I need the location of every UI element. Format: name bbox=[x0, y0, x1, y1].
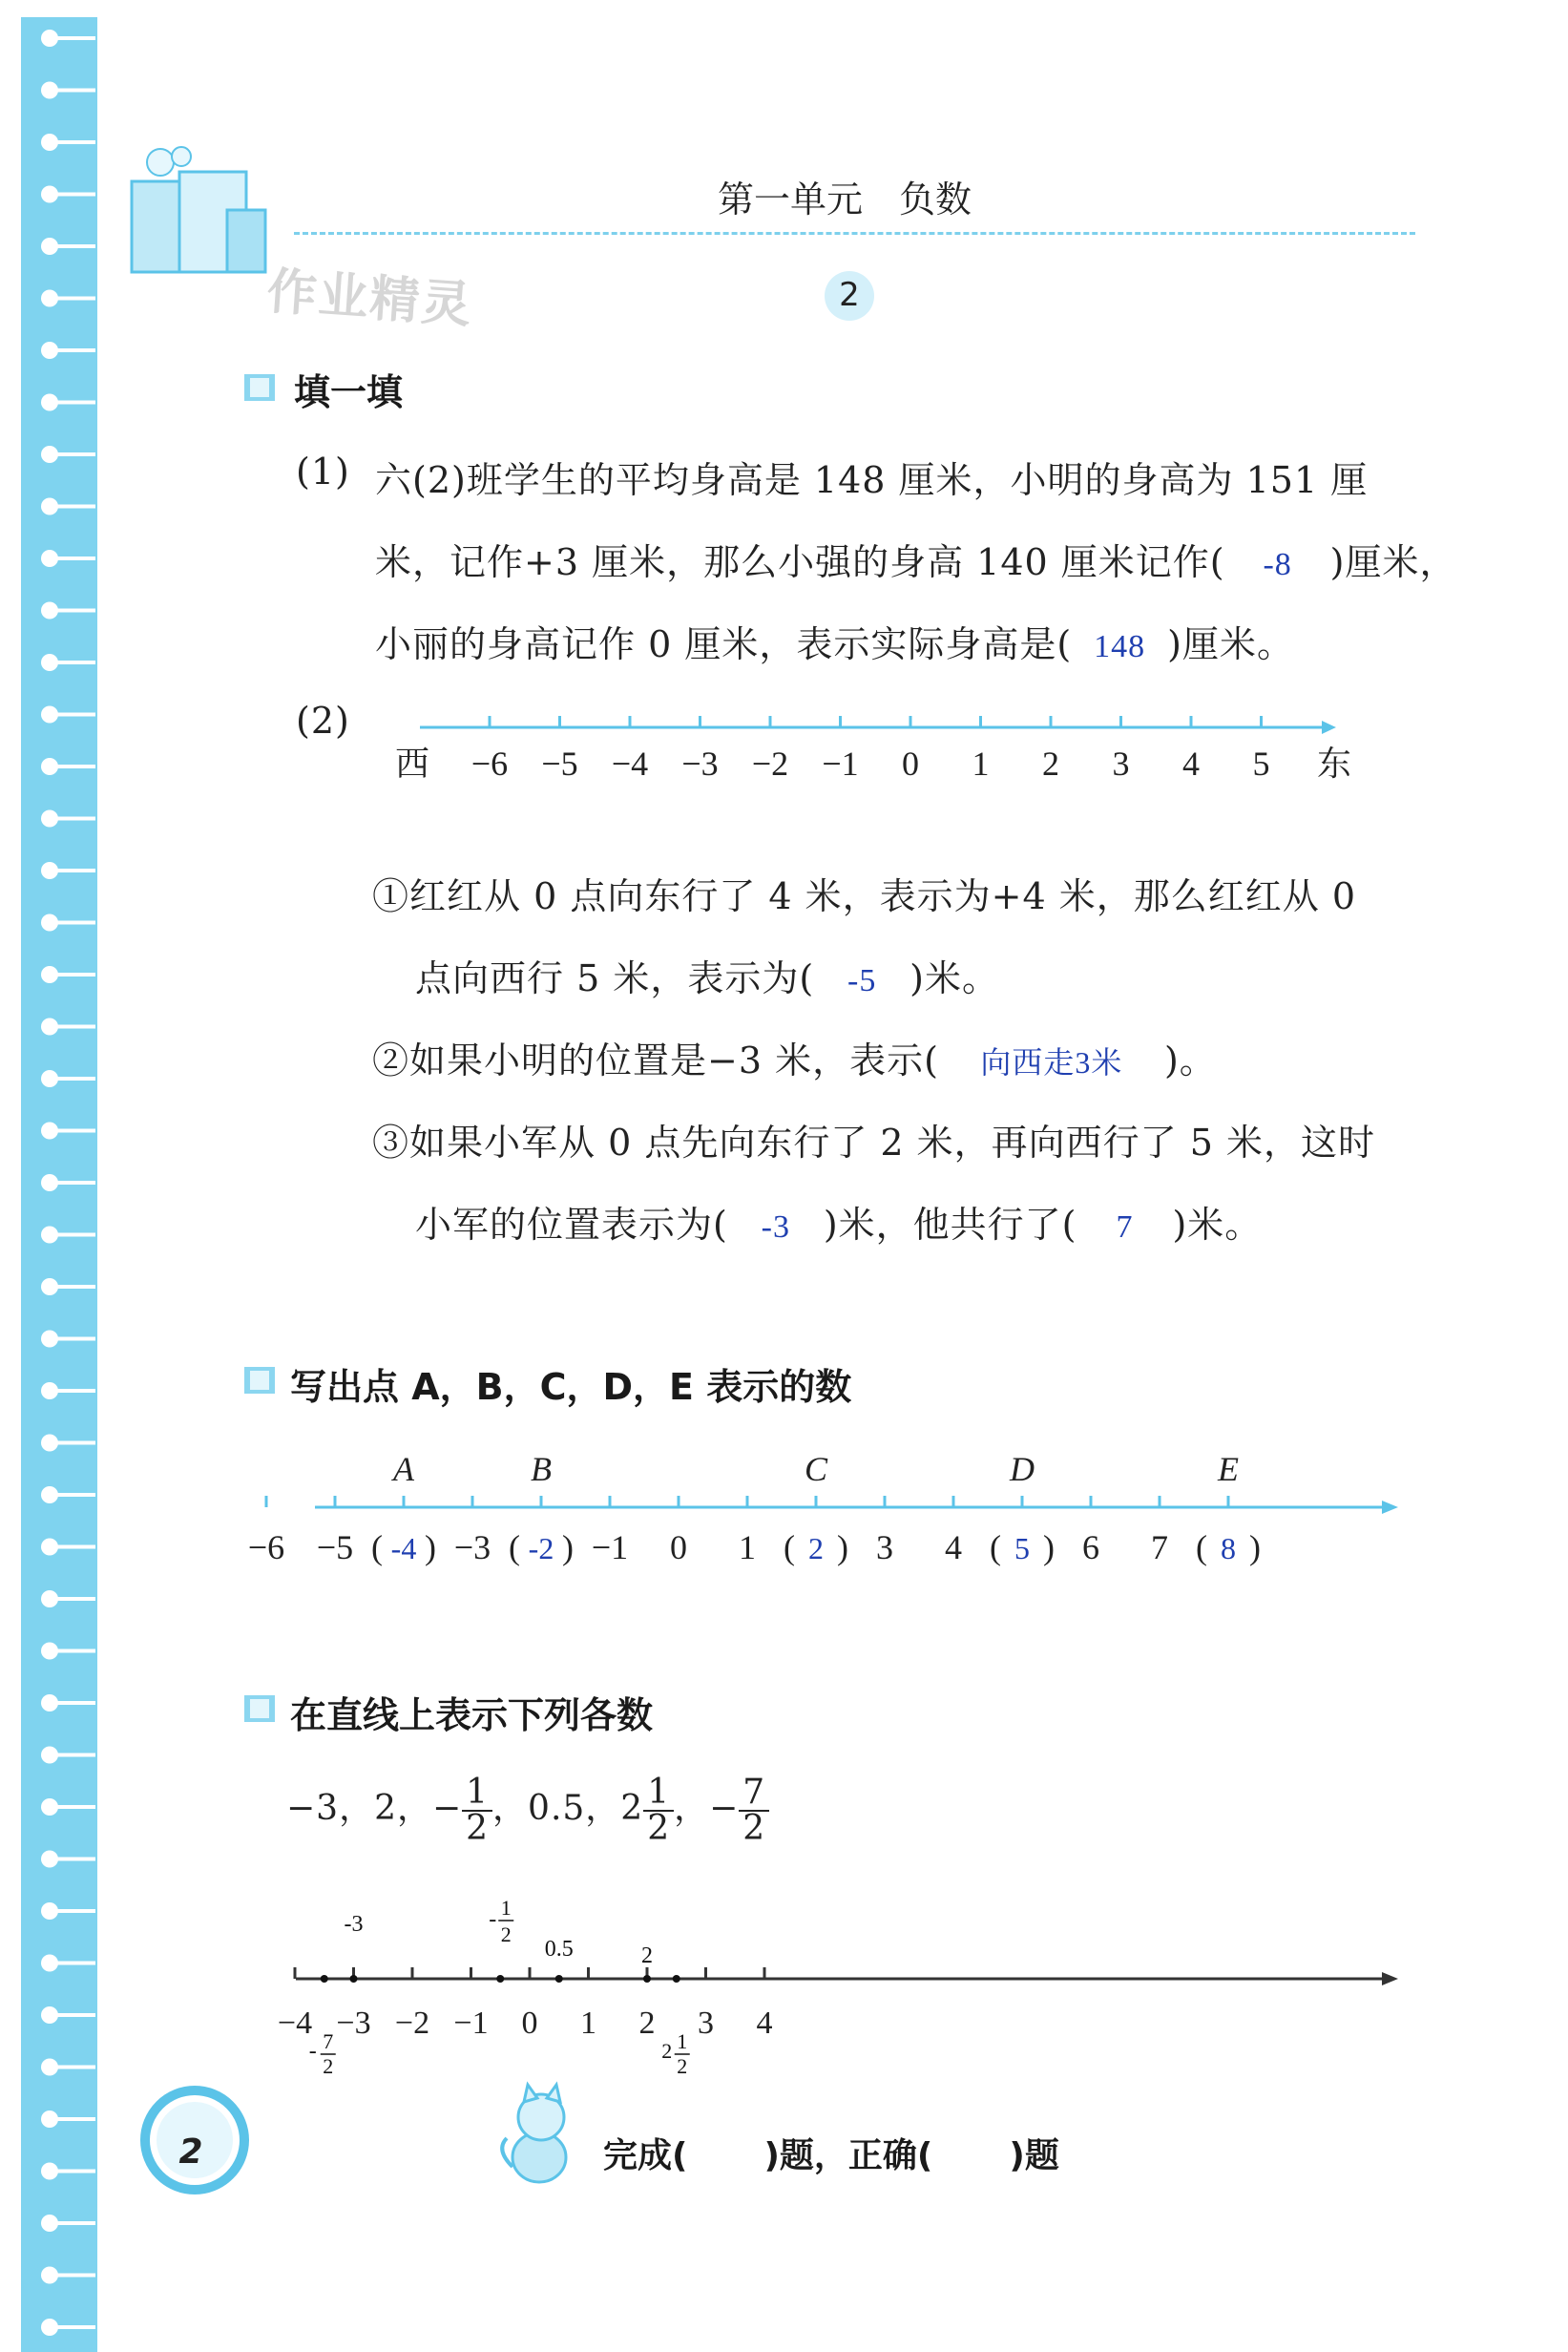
point-neg-half-num: 1 bbox=[500, 1896, 512, 1920]
numbers-list bbox=[286, 1775, 769, 1846]
point-label: B bbox=[531, 1450, 552, 1488]
paren-close: ) bbox=[1043, 1528, 1055, 1566]
point-answer: -4 bbox=[390, 1531, 417, 1565]
tick-label: −6 bbox=[470, 745, 509, 783]
point-neg-three-label: -3 bbox=[344, 1912, 364, 1937]
point-label: D bbox=[1010, 1450, 1035, 1488]
fraction-denominator: 2 bbox=[647, 1809, 671, 1848]
summary-text-a: 完成( bbox=[603, 2136, 688, 2175]
q1-line1: 六(2)班学生的平均身高是 148 厘米，小明的身高为 151 厘 bbox=[375, 459, 1369, 501]
fraction-numerator: 1 bbox=[643, 1775, 674, 1812]
point-two bbox=[643, 1975, 651, 1983]
answer-q2-sub3-b: 7 bbox=[1116, 1209, 1134, 1245]
tick-label: −6 bbox=[247, 1528, 285, 1566]
tick-label: −4 bbox=[277, 2006, 313, 2041]
watermark: 作业精灵 bbox=[264, 262, 475, 335]
tick-label: 6 bbox=[1082, 1528, 1099, 1566]
paren-open: ( bbox=[784, 1528, 795, 1566]
tick-label: 0 bbox=[521, 2006, 538, 2041]
q2-sub1-line2 bbox=[415, 949, 999, 1001]
tick-label: 0 bbox=[902, 745, 919, 783]
tick-label: 3 bbox=[876, 1528, 893, 1566]
q1-line3-text-b: )厘米。 bbox=[1167, 623, 1294, 665]
tick-label: 1 bbox=[972, 745, 990, 783]
tick-label: 5 bbox=[1252, 745, 1270, 783]
tick-label: 3 bbox=[698, 2006, 714, 2041]
tick-label: 4 bbox=[756, 2006, 773, 2041]
paren-open: ( bbox=[1196, 1528, 1207, 1566]
number-line-east-west bbox=[382, 706, 1365, 792]
paren-close: ) bbox=[425, 1528, 436, 1566]
page-number: 2 bbox=[178, 2132, 203, 2172]
completion-summary bbox=[603, 2129, 1059, 2177]
fraction-seven-halves bbox=[739, 1775, 769, 1846]
tick-label: 3 bbox=[1112, 745, 1130, 783]
point-neg-half-den: 2 bbox=[500, 1922, 512, 1946]
answer-q1-a: -8 bbox=[1263, 547, 1292, 582]
q2-sub3-text-c: )米。 bbox=[1172, 1204, 1263, 1246]
paren-open: ( bbox=[990, 1528, 1001, 1566]
q1-line2-text-a: 米，记作+3 厘米，那么小强的身高 140 厘米记作( bbox=[375, 541, 1225, 583]
point-zero-point-five bbox=[555, 1975, 563, 1983]
q1-line3 bbox=[375, 615, 1294, 667]
q1-line2 bbox=[375, 533, 1456, 585]
point-two-and-half-den: 2 bbox=[677, 2054, 688, 2078]
q2-sub3-line1: ③如果小军从 0 点先向东行了 2 米，再向西行了 5 米，这时 bbox=[372, 1122, 1376, 1164]
paren-open: ( bbox=[371, 1528, 383, 1566]
fraction-numerator: 7 bbox=[739, 1775, 769, 1812]
q2-sub3-text-a: 小军的位置表示为( bbox=[415, 1204, 728, 1246]
point-label: C bbox=[804, 1450, 828, 1488]
tick-label: −5 bbox=[541, 745, 578, 783]
point-neg-three bbox=[350, 1975, 358, 1983]
point-label: E bbox=[1218, 1450, 1239, 1488]
unit-title: 第一单元 负数 bbox=[718, 180, 972, 220]
tick-label: 2 bbox=[638, 2006, 656, 2041]
answer-q2-sub3-a: -3 bbox=[761, 1209, 790, 1245]
section-icon bbox=[240, 1363, 279, 1397]
fraction-one-half bbox=[462, 1775, 492, 1846]
tick-label: −4 bbox=[611, 745, 649, 783]
tick-label: −3 bbox=[336, 2006, 371, 2041]
q1-label: (1) bbox=[296, 451, 350, 493]
fraction-denominator: 2 bbox=[742, 1809, 766, 1848]
lesson-number: 2 bbox=[839, 276, 860, 314]
tick-label: 4 bbox=[945, 1528, 962, 1566]
tick-label: −5 bbox=[316, 1528, 354, 1566]
point-label: A bbox=[393, 1450, 414, 1488]
point-two-label: 2 bbox=[641, 1943, 653, 1968]
tick-label: −3 bbox=[681, 745, 719, 783]
number-line-east-label: 东 bbox=[1316, 745, 1352, 783]
point-neg-seven-halves-sign: - bbox=[308, 2039, 317, 2064]
paren-close: ) bbox=[837, 1528, 848, 1566]
tick-label: 4 bbox=[1182, 745, 1200, 783]
point-answer: 2 bbox=[808, 1531, 824, 1565]
answer-q2-sub1: -5 bbox=[847, 963, 877, 998]
answer-q1-b: 148 bbox=[1094, 629, 1146, 664]
fraction-numerator: 1 bbox=[462, 1775, 492, 1812]
summary-text-b: )题，正确( bbox=[763, 2136, 933, 2175]
numbers-part-c: ，− bbox=[674, 1789, 740, 1828]
q2-sub2-text-a: ②如果小明的位置是−3 米，表示( bbox=[372, 1040, 939, 1082]
q2-sub3-text-b: )米，他共行了( bbox=[823, 1204, 1077, 1246]
tick-label: −1 bbox=[591, 1528, 629, 1566]
answer-q2-sub2: 向西走3米 bbox=[980, 1045, 1123, 1080]
fraction-one-half-mixed bbox=[643, 1775, 674, 1846]
point-answer: 8 bbox=[1221, 1531, 1236, 1565]
point-neg-half bbox=[496, 1975, 504, 1983]
tick-label: −1 bbox=[453, 2006, 489, 2041]
tick-label: −1 bbox=[822, 745, 859, 783]
number-line-plot bbox=[277, 1871, 1412, 2078]
point-neg-seven-halves bbox=[321, 1975, 328, 1983]
tick-label: −2 bbox=[394, 2006, 430, 2041]
point-two-and-half-num: 1 bbox=[677, 2029, 688, 2053]
q1-line3-text-a: 小丽的身高记作 0 厘米，表示实际身高是( bbox=[375, 623, 1073, 665]
section-icon bbox=[240, 1691, 279, 1726]
q2-sub1-line1: ①红红从 0 点向东行了 4 米，表示为+4 米，那么红红从 0 bbox=[372, 875, 1357, 917]
cat-icon bbox=[491, 2083, 583, 2188]
numbers-part-b: ，0.5，2 bbox=[492, 1789, 644, 1828]
point-neg-half-sign: - bbox=[489, 1907, 497, 1932]
section-title-fill-in: 填一填 bbox=[294, 371, 404, 413]
point-neg-seven-halves-num: 7 bbox=[323, 2029, 334, 2053]
q2-label: (2) bbox=[296, 700, 350, 742]
q1-line2-text-b: )厘米， bbox=[1329, 541, 1457, 583]
q2-sub1-text-b: )米。 bbox=[909, 957, 999, 999]
number-line-points bbox=[247, 1432, 1412, 1575]
paren-close: ) bbox=[1249, 1528, 1261, 1566]
paren-open: ( bbox=[509, 1528, 520, 1566]
number-line-west-label: 西 bbox=[394, 745, 430, 783]
q2-sub1-text-a: 点向西行 5 米，表示为( bbox=[415, 957, 815, 999]
section-title-plot-numbers: 在直线上表示下列各数 bbox=[290, 1694, 654, 1736]
point-zero-point-five-label: 0.5 bbox=[544, 1937, 574, 1962]
point-answer: -2 bbox=[528, 1531, 554, 1565]
tick-label: 1 bbox=[580, 2006, 596, 2041]
summary-text-c: )题 bbox=[1009, 2136, 1059, 2175]
header-divider bbox=[294, 232, 1415, 235]
section-title-points: 写出点 A，B，C，D，E 表示的数 bbox=[290, 1366, 852, 1408]
tick-label: 0 bbox=[670, 1528, 687, 1566]
point-answer: 5 bbox=[1014, 1531, 1030, 1565]
tick-label: 2 bbox=[1042, 745, 1059, 783]
tick-label: 1 bbox=[739, 1528, 756, 1566]
q2-sub2-text-b: )。 bbox=[1163, 1040, 1217, 1082]
header-illustration bbox=[122, 143, 275, 286]
q2-sub3-line2 bbox=[415, 1195, 1262, 1248]
binding-strip bbox=[0, 0, 105, 2352]
q2-sub2-line1 bbox=[372, 1031, 1217, 1083]
paren-close: ) bbox=[562, 1528, 574, 1566]
tick-label: 7 bbox=[1151, 1528, 1168, 1566]
tick-label: −3 bbox=[453, 1528, 491, 1566]
fraction-denominator: 2 bbox=[466, 1809, 490, 1848]
tick-label: −2 bbox=[751, 745, 789, 783]
point-neg-seven-halves-den: 2 bbox=[323, 2054, 334, 2078]
numbers-part-a: −3，2，− bbox=[286, 1789, 463, 1828]
point-two-and-half-whole: 2 bbox=[661, 2039, 673, 2063]
point-two-and-half bbox=[673, 1975, 680, 1983]
section-icon bbox=[240, 370, 279, 405]
